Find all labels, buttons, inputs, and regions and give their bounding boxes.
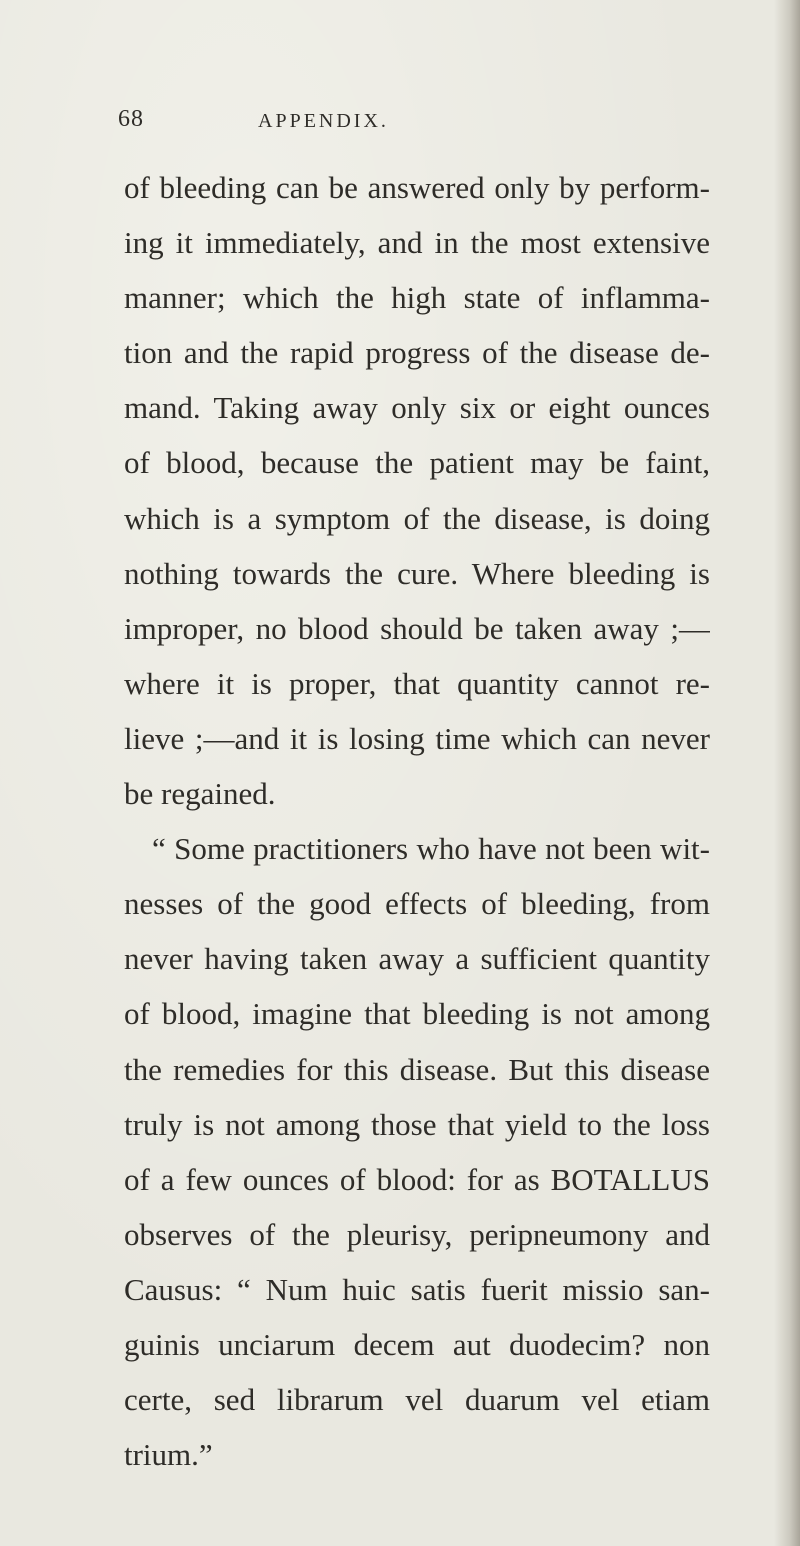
text-line: of blood, imagine that bleeding is not among <box>124 996 710 1032</box>
text-line: truly is not among those that yield to the loss <box>124 1106 710 1142</box>
page-number: 68 <box>118 106 144 132</box>
page-header <box>118 106 678 140</box>
text-line: Causus: “ Num huic satis fuerit missio san- <box>124 1271 710 1307</box>
text-line: of bleeding can be answered only by perform- <box>124 170 710 205</box>
text-line: certe, sed librarum vel duarum vel etiam <box>124 1382 710 1418</box>
text-line: of a few ounces of blood: for as BOTALLUS <box>124 1161 710 1197</box>
running-head: APPENDIX. <box>258 110 389 132</box>
text-line: trium.” <box>124 1437 213 1473</box>
text-line: guinis unciarum decem aut duodecim? non <box>124 1326 710 1362</box>
text-line: tion and the rapid progress of the disease de- <box>124 335 710 371</box>
text-line: “ Some practitioners who have not been wit- <box>152 831 710 867</box>
text-line: the remedies for this disease. But this disease <box>124 1051 710 1087</box>
body-text <box>124 168 710 1490</box>
text-line: manner; which the high state of inflamma- <box>124 280 710 316</box>
text-line: never having taken away a sufficient quantity <box>124 941 710 977</box>
text-line: lieve ;—and it is losing time which can never <box>124 720 710 756</box>
page-edge-shadow <box>774 0 800 1546</box>
text-line: mand. Taking away only six or eight ounces <box>124 390 710 426</box>
text-line: be regained. <box>124 776 276 812</box>
text-line: nesses of the good effects of bleeding, from <box>124 886 710 922</box>
text-line: of blood, because the patient may be faint, <box>124 445 710 481</box>
text-line: where it is proper, that quantity cannot re- <box>124 665 710 701</box>
text-line: nothing towards the cure. Where bleeding is <box>124 555 710 591</box>
text-line: improper, no blood should be taken away ;— <box>124 610 710 646</box>
text-line: ing it immediately, and in the most extensive <box>124 225 710 261</box>
text-line: which is a symptom of the disease, is doing <box>124 500 710 536</box>
text-line: observes of the pleurisy, peripneumony and <box>124 1216 710 1252</box>
